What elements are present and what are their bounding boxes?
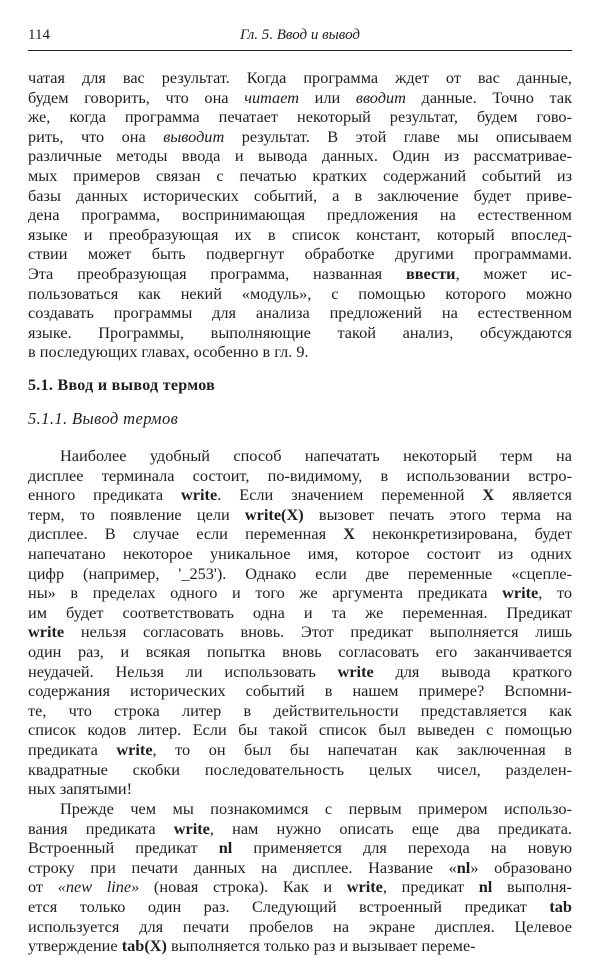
paragraph-nl-tab	[28, 799, 572, 956]
text-run: » образовано	[470, 857, 572, 877]
text-run: различные методы ввода и вывода данных. Один из рассматривае-	[28, 146, 572, 166]
text-line	[28, 662, 572, 682]
text-line	[28, 68, 572, 88]
paragraph-intro	[28, 68, 572, 362]
text-run: . Если значением переменной	[217, 485, 483, 505]
text-line	[28, 485, 572, 505]
text-run: , то	[538, 583, 572, 603]
text-run: строку при печати данных на дисплее. Название «	[28, 857, 457, 877]
text-line	[28, 917, 572, 937]
text-run: или	[298, 87, 356, 107]
text-run: ных запятыми!	[28, 779, 132, 799]
text-run: терм, то появление цели	[28, 504, 245, 524]
text-line	[28, 446, 572, 466]
text-run: используется для печати пробелов на экране дисплея. Целевое	[28, 916, 572, 936]
subsection-heading: 5.1.1. Вывод термов	[28, 409, 179, 428]
header-rule	[28, 50, 572, 51]
text-line	[28, 88, 572, 108]
text-line	[28, 701, 572, 721]
bold-term: write	[28, 622, 65, 642]
text-line	[28, 877, 572, 897]
bold-term: tab	[549, 896, 572, 916]
text-run: для вывода краткого	[373, 661, 572, 681]
text-run: напечатано некоторое уникальное имя, которое состоит из одних	[28, 543, 572, 563]
text-run: данные. Точно так	[405, 87, 572, 107]
bold-term: X	[482, 485, 495, 505]
bold-term: X	[343, 524, 356, 544]
text-run: Наиболее удобный способ напечатать некоторый терм на	[60, 446, 572, 465]
text-run: языке и преобразующая их в список констант, который впослед-	[28, 224, 572, 244]
bold-term: nl	[478, 877, 493, 897]
text-run: те, что строка литер в действительности представляется как	[28, 700, 572, 720]
bold-term: write	[173, 818, 210, 838]
text-line	[28, 342, 572, 362]
text-run: (новая строка). Как и	[139, 877, 347, 897]
bold-term: write	[116, 739, 153, 759]
text-run: , нам нужно описать еще два предиката.	[209, 818, 572, 838]
italic-term: «new line»	[57, 877, 140, 897]
text-line	[28, 897, 572, 917]
text-run: Прежде чем мы познакомимся с первым примером использо-	[60, 799, 572, 818]
running-header	[28, 27, 572, 49]
text-line	[28, 524, 572, 544]
bold-term: write(X)	[244, 504, 304, 524]
text-line	[28, 681, 572, 701]
text-line	[28, 166, 572, 186]
text-line	[28, 107, 572, 127]
text-run: дена программа, воспринимающая предложения на естественном	[28, 205, 572, 225]
bold-term: write	[181, 485, 218, 505]
text-run: выполня-	[492, 877, 572, 897]
text-line	[28, 186, 572, 206]
text-line	[28, 740, 572, 760]
text-run: рить, что она	[28, 126, 164, 146]
text-line	[28, 303, 572, 323]
text-line	[28, 622, 572, 642]
bold-term: tab(X)	[121, 936, 167, 956]
text-run: , предикат	[382, 877, 479, 897]
text-line	[28, 642, 572, 662]
text-run: базы данных исторических событий, а в заключение будет приве-	[28, 185, 572, 205]
italic-term: читает	[244, 87, 299, 107]
text-line	[28, 244, 572, 264]
text-line	[28, 466, 572, 486]
text-line	[28, 564, 572, 584]
text-run: языке. Программы, выполняющие такой анализ, обсуждаются	[28, 322, 572, 342]
text-run: предиката	[28, 739, 117, 759]
bold-term: write	[346, 877, 383, 897]
text-line	[28, 264, 572, 284]
paragraph-term-output	[28, 446, 572, 799]
text-run: создавать программы для анализа предложений на естественном	[28, 303, 572, 323]
text-run: вания предиката	[28, 818, 174, 838]
text-run: утверждение	[28, 936, 122, 956]
text-run: результат. В этой главе мы описываем	[224, 126, 572, 146]
text-run: пользоваться как некий «модуль», с помощью которого можно	[28, 283, 572, 303]
text-line	[28, 505, 572, 525]
text-line	[28, 127, 572, 147]
text-line	[28, 284, 572, 304]
text-run: енного предиката	[28, 485, 182, 505]
text-line	[28, 936, 572, 956]
text-run: , может ис-	[455, 263, 572, 283]
text-run: неконкретизирована, будет	[355, 524, 572, 544]
text-run: нельзя согласовать вновь. Этот предикат выполняется лишь	[64, 622, 572, 642]
bold-term: ввести	[405, 263, 456, 283]
text-run: квадратные скобки последовательность целых чисел, разделен-	[28, 759, 572, 779]
text-line	[28, 819, 572, 839]
text-line	[28, 205, 572, 225]
text-run: будем говорить, что она	[28, 87, 245, 107]
text-run: выполняется только раз и вызывает переме-	[166, 936, 476, 956]
text-run: от	[28, 877, 58, 897]
text-run: ствии может быть подвергнут обработке другими программами.	[28, 244, 572, 264]
text-run: ны» в пределах одного и того же аргумента предиката	[28, 583, 503, 603]
text-line	[28, 603, 572, 623]
italic-term: вводит	[355, 87, 406, 107]
text-run: один раз, и всякая попытка вновь согласовать его заканчивается	[28, 641, 572, 661]
italic-term: выводит	[163, 126, 225, 146]
bold-term: write	[337, 661, 374, 681]
text-line	[28, 799, 572, 819]
text-run: применяется для перехода на новую	[232, 838, 572, 858]
text-run: , то он был бы напечатан как заключенная в	[152, 739, 572, 759]
text-line	[28, 838, 572, 858]
text-line	[28, 720, 572, 740]
text-run: вызовет печать этого терма на	[303, 504, 572, 524]
text-run: им будет соответствовать одна и та же переменная. Предикат	[28, 602, 572, 622]
text-run: в последующих главах, особенно в гл. 9.	[28, 342, 309, 362]
text-run: содержания исторических событий в нашем примере? Вспомни-	[28, 681, 572, 701]
page-number: 114	[28, 27, 50, 43]
running-title: Гл. 5. Ввод и вывод	[239, 27, 360, 43]
text-line	[28, 583, 572, 603]
text-run: список кодов литер. Если бы такой список был выведен с помощью	[28, 720, 572, 740]
text-line	[28, 760, 572, 780]
text-line	[28, 225, 572, 245]
section-heading: 5.1. Ввод и вывод термов	[28, 377, 216, 394]
text-run: же, когда программа печатает некоторый результат, будем гово-	[28, 107, 572, 127]
text-run: ется только один раз. Следующий встроенный предикат	[28, 896, 550, 916]
bold-term: nl	[456, 857, 471, 877]
text-run: цифр (например, '_253'). Однако если две переменные «сцепле-	[28, 563, 572, 583]
text-run: дисплее терминала состоит, по-видимому, в использовании встро-	[28, 465, 572, 485]
text-run: Эта преобразующая программа, названная	[28, 263, 406, 283]
text-run: Встроенный предикат	[28, 838, 219, 858]
text-line	[28, 779, 572, 799]
text-run: является	[494, 485, 572, 505]
text-run: мых примеров связан с печатью кратких содержаний событий из	[28, 165, 572, 185]
text-line	[28, 858, 572, 878]
text-run: дисплее. В случае если переменная	[28, 524, 344, 544]
text-line	[28, 323, 572, 343]
text-line	[28, 146, 572, 166]
text-line	[28, 544, 572, 564]
bold-term: nl	[218, 838, 233, 858]
text-run: неудачей. Нельзя ли использовать	[28, 661, 338, 681]
bold-term: write	[502, 583, 539, 603]
text-run: чатая для вас результат. Когда программа ждет от вас данные,	[28, 68, 572, 87]
